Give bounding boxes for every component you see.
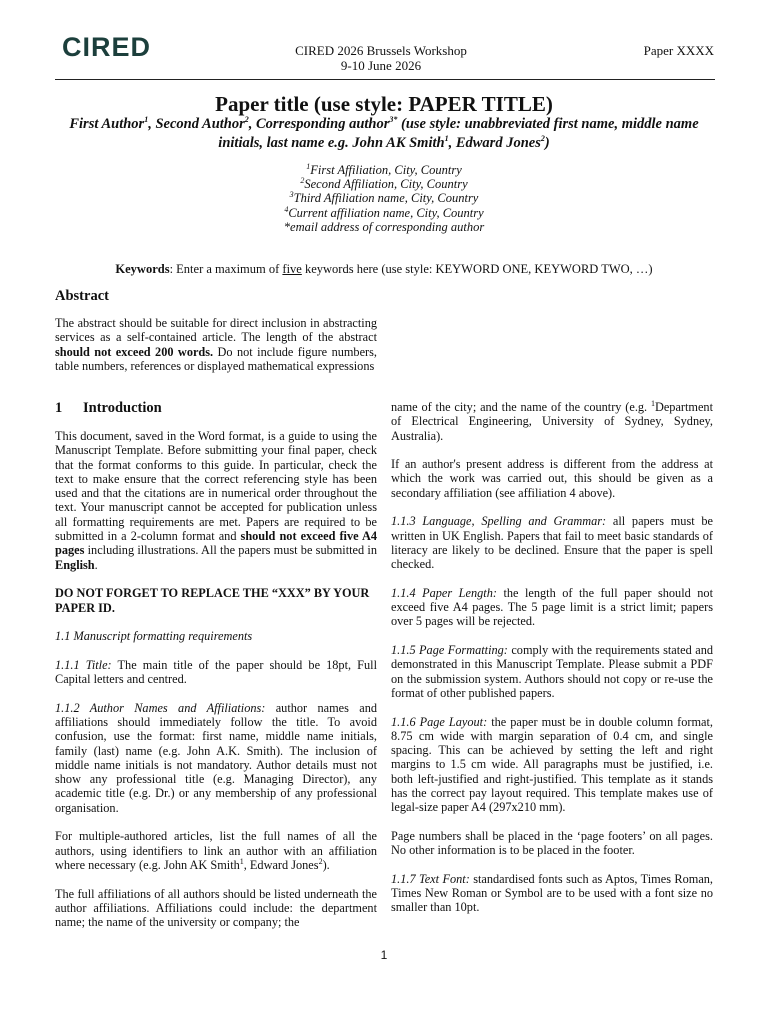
text-run: Department of Electrical Engineering, University of Sydney, Sydney, Australia).: [391, 400, 713, 443]
paragraph: [55, 829, 377, 872]
right-column: [391, 400, 713, 929]
author-style-note: (use style: unabbreviated first name, middle name initials, last name e.g. John AK Smith: [218, 116, 699, 151]
affil-superscript: 4: [284, 204, 289, 214]
item-label: 1.1.2 Author Names and Affiliations:: [55, 700, 266, 715]
page-number: 1: [380, 948, 388, 962]
affil-superscript: 2: [300, 176, 305, 186]
text-run: Do not include figure numbers, table numbers, references or displayed mathematical expressions: [55, 344, 377, 373]
paragraph: [391, 872, 713, 915]
affil-superscript: 2: [540, 134, 545, 144]
text-run: name of the city; and the name of the country (e.g.: [391, 400, 651, 414]
paragraph: [55, 429, 377, 572]
item-label: 1.1.1 Title:: [55, 657, 112, 672]
event-dates: 9-10 June 2026: [340, 58, 422, 73]
header-event: [250, 43, 512, 73]
bold-run: should not exceed 200 words.: [55, 344, 214, 359]
corresponding-email-line: [100, 220, 668, 234]
paper-title: Paper title (use style: PAPER TITLE): [215, 92, 553, 116]
text-run: the length of the full paper should not exceed five A4 pages. The 5 page limit is a strict limit; papers over 5 pages will be rejected.: [391, 585, 713, 629]
author-list: [55, 115, 713, 153]
keywords-text: keywords here (use style: KEYWORD ONE, KEYWORD TWO, …): [301, 262, 653, 276]
item-label: 1.1.3 Language, Spelling and Grammar:: [391, 514, 607, 529]
left-column: [55, 429, 377, 944]
text-run: including illustrations. All the papers must be submitted in: [84, 543, 377, 558]
affiliation-text: First Affiliation, City, Country: [310, 163, 462, 177]
abstract-paragraph: [55, 316, 377, 373]
text-run: comply with the requirements stated and demonstrated in this Manuscript Template. Please submit a PDF on the submission system. Authors should not copy or re-use the format of other published papers.: [391, 643, 713, 700]
affil-superscript: 3: [289, 190, 294, 200]
text-run: The abstract should be suitable for direct inclusion in abstracting services as a self-contained article. The length of the abstract: [55, 316, 377, 345]
author-style-note: ): [544, 135, 550, 151]
text-run: author names and affiliations should immediately follow the title. To avoid confusion, use the format: first name, middle name initials, family (last) name (e.g. John A.K. Smith). The inclusion of middle name initials is not mandatory. Author details must not show any professional title (e.g. Managing Director), any academic title (e.g. Dr.) or any membership of any professional organisation.: [55, 700, 377, 815]
cired-logo: CIRED: [62, 32, 152, 62]
warning-paragraph: [55, 586, 377, 615]
keywords-emphasis: five: [282, 262, 302, 276]
paragraph: [391, 457, 713, 500]
paragraph: [391, 643, 713, 700]
text-run: This document, saved in the Word format, is a guide to using the Manuscript Template. Before submitting your final paper, check that the format conforms to this guide. In particular, check the text to make ensure that the correct referencing style has been used and that the citations are in numerical order throughout the text. Your manuscript cannot be accepted for publication unless all formatting requirements are met. Papers are required to be submitted in a 2-column format and: [55, 429, 377, 544]
affiliation-text: *email address of corresponding author: [283, 219, 485, 234]
subsection-heading: [55, 629, 377, 643]
item-label: 1.1.4 Paper Length:: [391, 585, 497, 600]
affiliation-list: [100, 163, 668, 234]
text-run: Page numbers shall be placed in the ‘page footers’ on all pages. No other information is to be placed in the footer.: [391, 828, 713, 858]
abstract-heading: Abstract: [55, 288, 109, 304]
keywords-text: : Enter a maximum of: [169, 262, 283, 276]
affil-superscript: 2: [244, 115, 249, 125]
keywords-label: Keywords: [115, 262, 170, 276]
warning-text: DO NOT FORGET TO REPLACE THE “XXX” BY YOUR PAPER ID.: [55, 586, 370, 615]
header-divider: [55, 79, 715, 80]
author-style-note: , Edward Jones: [448, 135, 541, 151]
text-run: , Edward Jones: [243, 857, 319, 872]
text-run: The full affiliations of all authors should be listed underneath the author affiliations. Affiliations could include: the department name; the name of the university or company; the: [55, 886, 377, 930]
text-run: ).: [322, 857, 330, 872]
affiliation-line: [100, 206, 668, 220]
text-run: If an author's present address is different from the address at which the work was carried out, this should be given as a secondary affiliation (see affiliation 4 above).: [391, 457, 713, 500]
event-name: CIRED 2026 Brussels Workshop: [295, 43, 467, 58]
author-name: Corresponding author: [256, 116, 390, 132]
paragraph: [391, 400, 713, 443]
paragraph: [391, 586, 713, 629]
paragraph: [391, 829, 713, 858]
text-run: For multiple-authored articles, list the full names of all the authors, using identifiers to link an author with an affiliation where necessary (e.g. John AK Smith: [55, 829, 377, 872]
affiliation-text: Current affiliation name, City, Country: [288, 205, 484, 220]
affil-superscript: 3*: [389, 115, 398, 125]
paragraph: [55, 887, 377, 930]
paragraph: [391, 715, 713, 815]
superscript: 1: [239, 856, 244, 866]
superscript: 2: [318, 856, 323, 866]
affiliation-text: Third Affiliation name, City, Country: [293, 191, 479, 206]
keywords-line: [55, 262, 713, 277]
item-label: 1.1.6 Page Layout:: [391, 714, 488, 729]
abstract-body: [55, 316, 377, 387]
author-name: Second Author: [155, 116, 245, 132]
bold-run: should not exceed five A4 pages: [55, 529, 377, 558]
text-run: all papers must be written in UK English. Papers that fail to meet basic standards of literacy are likely to be declined. Ensure that the paper is spell checked.: [391, 514, 713, 572]
author-name: First Author: [69, 116, 145, 132]
section-number: 1: [55, 400, 63, 416]
separator: ,: [148, 116, 156, 132]
affil-superscript: 1: [144, 115, 149, 125]
text-run: standardised fonts such as Aptos, Times Roman, Times New Roman or Symbol are to be used with a font size no smaller than 10pt.: [391, 871, 713, 915]
text-run: the paper must be in double column format, 8.75 cm wide with margin separation of 0.4 cm, and single spacing. This can be achieved by setting the left and right margins to 1.5 cm wide. All paragraphs must be justified, i.e. both left-justified and right-justified. This template as it stands has the correct pay layout required. This template makes use of legal-size paper A4 (297x210 mm).: [391, 714, 714, 815]
superscript: 1: [650, 398, 655, 408]
bold-run: English: [55, 557, 95, 572]
section-title: Introduction: [83, 400, 162, 416]
paragraph: [391, 514, 713, 571]
item-label: 1.1.7 Text Font:: [391, 871, 470, 886]
paper-id: Paper XXXX: [643, 43, 714, 58]
item-label: 1.1.5 Page Formatting:: [391, 643, 508, 658]
subsection-title: 1.1 Manuscript formatting requirements: [55, 629, 253, 644]
affiliation-line: [100, 177, 668, 191]
affil-superscript: 1: [306, 161, 311, 171]
affiliation-line: [100, 163, 668, 177]
affil-superscript: 1: [444, 134, 449, 144]
affiliation-line: [100, 191, 668, 205]
text-run: The main title of the paper should be 18pt, Full Capital letters and centred.: [55, 657, 377, 687]
affiliation-text: Second Affiliation, City, Country: [304, 177, 468, 192]
separator: ,: [248, 116, 256, 132]
paragraph: [55, 701, 377, 815]
text-run: .: [94, 557, 98, 572]
paragraph: [55, 658, 377, 687]
section-heading-introduction: [55, 400, 162, 417]
